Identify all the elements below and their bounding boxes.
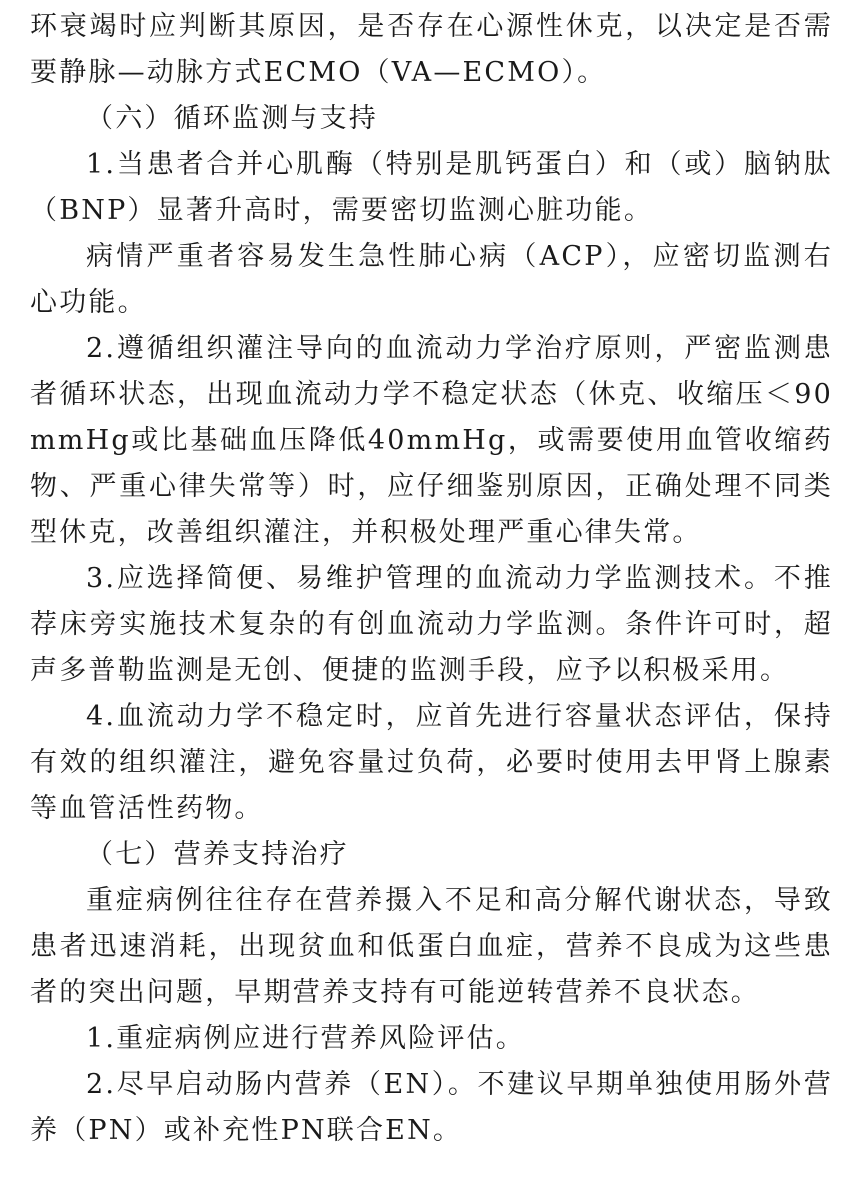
paragraph-circulation-item-2: 2.遵循组织灌注导向的血流动力学治疗原则，严密监测患者循环状态，出现血流动力学不稳定状态（休克、收缩压＜90mmHg或比基础血压降低40mmHg，或需要使用血管收缩药物、严重心律失常等）时，应仔细鉴别原因，正确处理不同类型休克，改善组织灌注，并积极处理严重心律失常。	[30, 333, 833, 548]
paragraph-nutrition-item-1: 1.重症病例应进行营养风险评估。	[86, 1023, 525, 1054]
paragraph-circulation-item-3: 3.应选择简便、易维护管理的血流动力学监测技术。不推荐床旁实施技术复杂的有创血流动力学监测。条件许可时，超声多普勒监测是无创、便捷的监测手段，应予以积极采用。	[30, 563, 833, 686]
section-heading-nutrition: （七）营养支持治疗	[86, 839, 349, 870]
paragraph-nutrition-intro: 重症病例往往存在营养摄入不足和高分解代谢状态，导致患者迅速消耗，出现贫血和低蛋白血症，营养不良成为这些患者的突出问题，早期营养支持有可能逆转营养不良状态。	[30, 885, 833, 1008]
paragraph-nutrition-item-2: 2.尽早启动肠内营养（EN）。不建议早期单独使用肠外营养（PN）或补充性PN联合EN。	[30, 1069, 833, 1146]
paragraph-circulation-item-4: 4.血流动力学不稳定时，应首先进行容量状态评估，保持有效的组织灌注，避免容量过负荷，必要时使用去甲肾上腺素等血管活性药物。	[30, 701, 833, 824]
paragraph-acp-monitoring: 病情严重者容易发生急性肺心病（ACP），应密切监测右心功能。	[30, 241, 833, 318]
paragraph-circulation-item-1: 1.当患者合并心肌酶（特别是肌钙蛋白）和（或）脑钠肽（BNP）显著升高时，需要密切监测心脏功能。	[30, 149, 833, 226]
paragraph-ecmo-continuation: 环衰竭时应判断其原因，是否存在心源性休克，以决定是否需要静脉—动脉方式ECMO（VA—ECMO）。	[30, 11, 833, 88]
section-heading-circulation: （六）循环监测与支持	[86, 103, 378, 134]
